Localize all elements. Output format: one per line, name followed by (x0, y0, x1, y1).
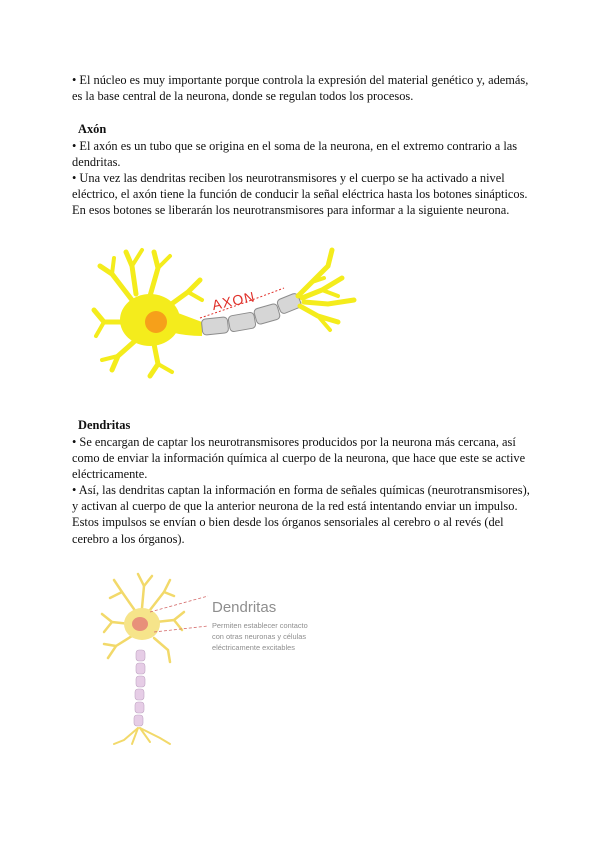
dendritas-caption-1: Permiten establecer contacto (212, 621, 308, 630)
heading-dendritas: Dendritas (78, 418, 131, 432)
axon-segments (134, 650, 145, 726)
paragraph-dendritas-1: • Se encargan de captar los neurotransmisores producidos por la neurona más cercana, así como de enviar la información química al cuerpo de la neurona, que hace que este se active eléctricamente. (72, 435, 526, 482)
axon-terminals (298, 250, 354, 330)
nucleus (145, 311, 167, 333)
neuron-nucleus (132, 617, 148, 631)
paragraph-dendritas-2: • Así, las dendritas captan la información en forma de señales químicas (neurotransmisores), y activan al cuerpo de que la anterior neurona de la red está intentando enviar un impulso. Estos impulsos se envían o bien desde los órganos sensoriales al cerebro o al revés (del cerebro a los órganos). (72, 483, 530, 546)
paragraph-axon-2: • Una vez las dendritas reciben los neurotransmisores y el cuerpo se ha activado a nivel eléctrico, el axón tiene la función de conducir la señal eléctrica hasta los botones sinápticos. En esos botones se liberarán los neurotransmisores para informar a la siguiente neurona. (72, 171, 528, 218)
dendritas-title: Dendritas (212, 599, 277, 616)
dendritas-figure (100, 572, 360, 752)
heading-axon: Axón (78, 122, 107, 136)
dendritas-caption-3: eléctricamente excitables (212, 643, 295, 652)
dendritas-caption-2: con otras neuronas y células (212, 632, 307, 641)
paragraph-nucleo: • El núcleo es muy importante porque controla la expresión del material genético y, además, es la base central de la neurona, donde se regulan todos los procesos. (72, 73, 529, 104)
axon-terminal-branches (114, 728, 170, 744)
axon-figure (92, 244, 362, 374)
axon-label: AXON (210, 288, 257, 314)
paragraph-axon-1: • El axón es un tubo que se origina en el soma de la neurona, en el extremo contrario a las dendritas. (72, 139, 518, 170)
